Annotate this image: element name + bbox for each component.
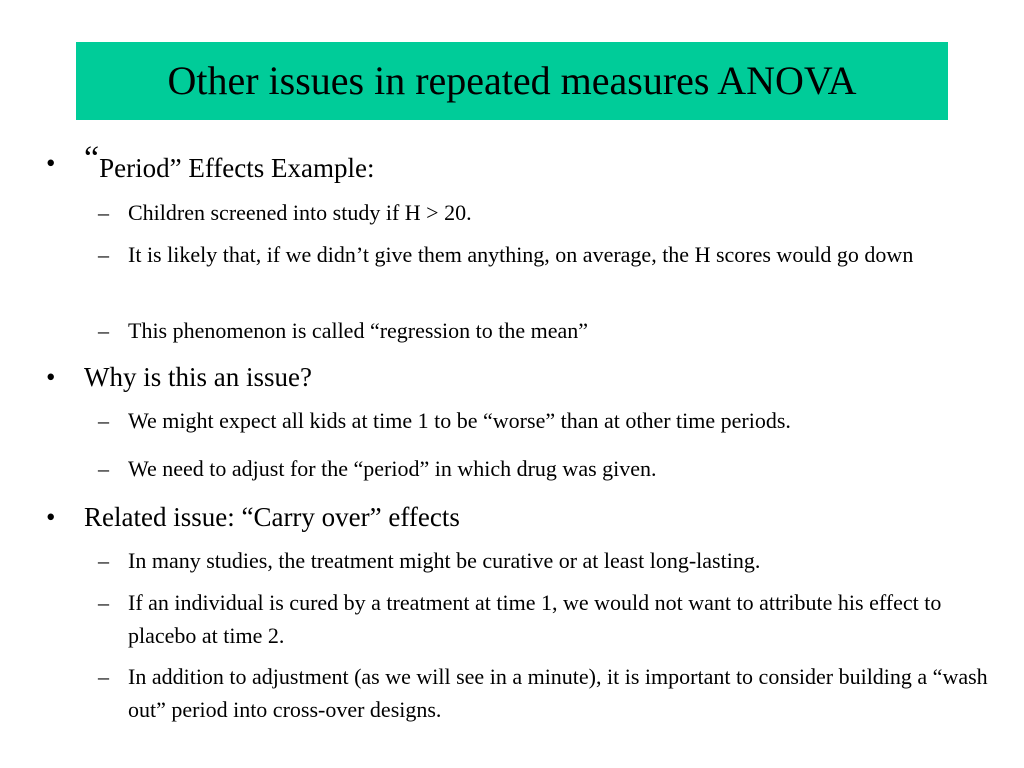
bullet-item-carry-over: Related issue: “Carry over” effects: [84, 502, 460, 532]
sub-item: We need to adjust for the “period” in which drug was given.: [128, 456, 657, 481]
sub-item: Children screened into study if H > 20.: [128, 200, 472, 225]
sub-item: In addition to adjustment (as we will see in a minute), it is important to consider building a “wash out” period into cross-over designs.: [128, 664, 988, 722]
open-quote: “: [84, 140, 100, 177]
sub-item: In many studies, the treatment might be curative or at least long-lasting.: [128, 548, 761, 573]
dash-icon: –: [98, 242, 109, 267]
bullet-icon: •: [46, 362, 56, 392]
dash-icon: –: [98, 456, 109, 481]
sub-item: We might expect all kids at time 1 to be “worse” than at other time periods.: [128, 408, 791, 433]
bullet-icon: •: [46, 148, 56, 178]
dash-icon: –: [98, 590, 109, 615]
bullet-icon: •: [46, 502, 56, 532]
dash-icon: –: [98, 548, 109, 573]
dash-icon: –: [98, 664, 109, 689]
sub-item: If an individual is cured by a treatment at time 1, we would not want to attribute his effect to placebo at time 2.: [128, 590, 942, 648]
dash-icon: –: [98, 408, 109, 433]
dash-icon: –: [98, 200, 109, 225]
sub-item: This phenomenon is called “regression to the mean”: [128, 318, 589, 343]
slide-title: Other issues in repeated measures ANOVA: [167, 58, 857, 103]
dash-icon: –: [98, 318, 109, 343]
sub-item: It is likely that, if we didn’t give them anything, on average, the H scores would go down: [128, 242, 914, 267]
bullet-item-why-issue: Why is this an issue?: [84, 362, 312, 392]
bullet-item-period-effects: [84, 140, 375, 184]
bullet-text: Period” Effects Example:: [99, 153, 375, 183]
